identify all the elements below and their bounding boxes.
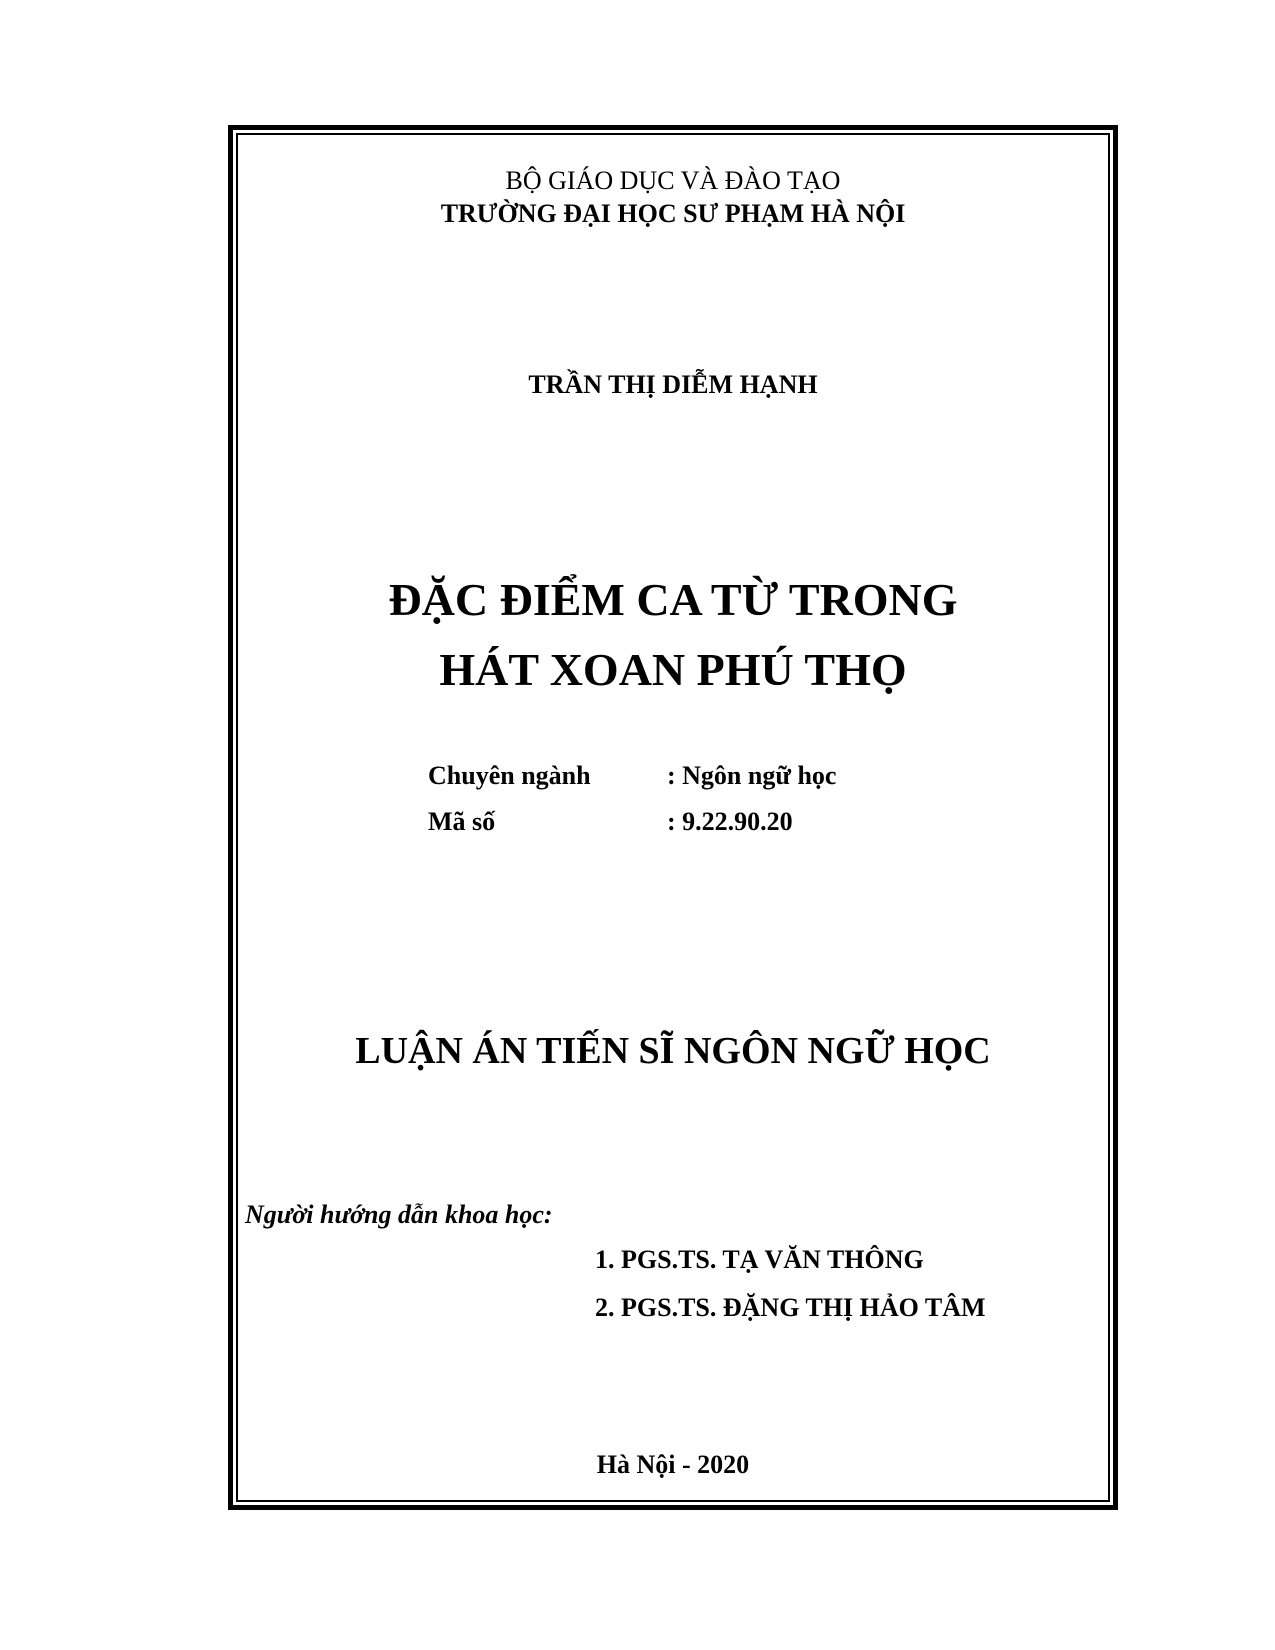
ministry-name: BỘ GIÁO DỤC VÀ ĐÀO TẠO (505, 166, 841, 195)
degree-title: LUẬN ÁN TIẾN SĨ NGÔN NGỮ HỌC (355, 1030, 991, 1072)
thesis-title-line-2: HÁT XOAN PHÚ THỌ (439, 644, 907, 695)
advisor-item: 2. PGS.TS. ĐẶNG THỊ HẢO TÂM (595, 1293, 986, 1322)
advisor-item: 1. PGS.TS. TẠ VĂN THÔNG (595, 1245, 924, 1274)
advisor-heading: Người hướng dẫn khoa học: (245, 1200, 553, 1229)
specialization-value: : Ngôn ngữ học (667, 761, 837, 790)
place-and-year: Hà Nội - 2020 (596, 1450, 750, 1479)
author-name: TRẦN THỊ DIỄM HẠNH (528, 370, 818, 399)
thesis-title-line-1: ĐẶC ĐIỂM CA TỪ TRONG (388, 574, 958, 625)
code-value: : 9.22.90.20 (667, 807, 793, 836)
university-name: TRƯỜNG ĐẠI HỌC SƯ PHẠM HÀ NỘI (440, 199, 906, 228)
code-label: Mã số (428, 807, 496, 836)
specialization-label: Chuyên ngành (428, 761, 591, 790)
